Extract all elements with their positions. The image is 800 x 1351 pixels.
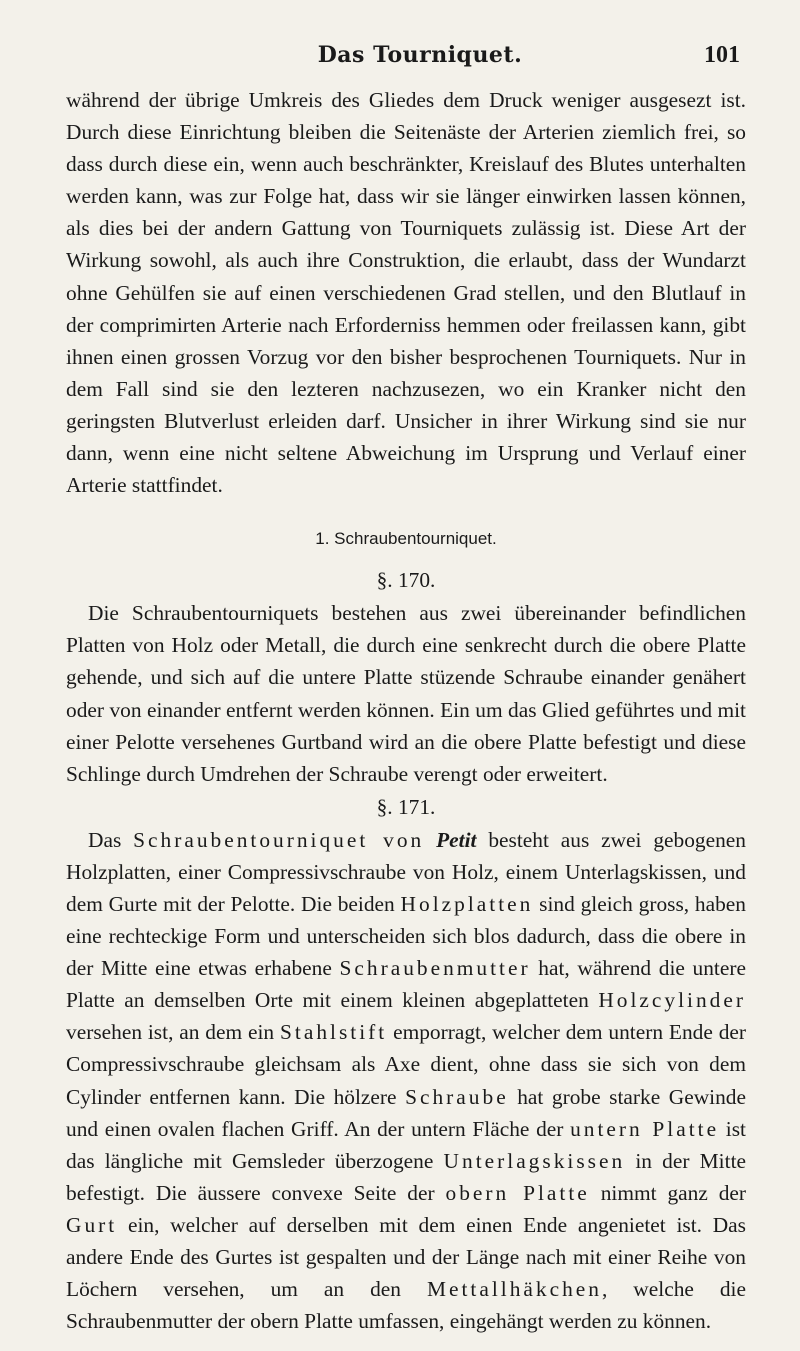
paragraph-continuation: während der übrige Umkreis des Gliedes dem Druck weniger ausgesezt ist. Durch diese Einrichtung bleiben die Seitenäste der Arterien ziemlich frei, so dass durch diese ein, wenn auch beschränkter, Kreislauf des Blutes unterhalten werden kann, was zur Folge hat, dass wir sie länger einwirken lassen können, als dies bei der andern Gattung von Tourniquets zulässig ist. Diese Art der Wirkung sowohl, als auch ihre Construktion, die erlaubt, dass der Wundarzt ohne Gehülfen sie auf einen verschiedenen Grad stellen, und den Blutlauf in der comprimirten Arterie nach Erforderniss hemmen oder freilassen kann, gibt ihnen einen grossen Vorzug vor den bisher besprochenen Tourniquets. Nur in dem Fall sind sie den lezteren nachzusezen, wo ein Kranker nicht den geringsten Blutverlust erleiden darf. Unsicher in ihrer Wirkung sind sie nur dann, wenn eine nicht seltene Abweichung im Ursprung und Verlauf einer Arterie stattfindet. [66,88,746,498]
text-run: nimmt ganz der [589,1180,747,1205]
text-run: ein, welcher auf derselben mit dem einen Ende angenietet ist. Das andere Ende des Gurtes ist gespalten und der Länge nach mit einer Reihe von Löchern versehen, um an den [66,1212,746,1302]
emphasis-unterlagskissen: Unterlagskissen [443,1148,626,1173]
emphasis-schraubenmutter: Schraubenmutter [339,956,531,981]
body-text [66,84,746,1337]
running-title: Das Tourniquet. [317,42,523,68]
section-number-171: §. 171. [376,794,436,819]
text-run: hat, während die untere Platte an demselben Orte mit einem kleinen abgeplatteten [66,956,746,1013]
running-head [100,42,740,76]
emphasis-mettallhaekchen: Mettallhäkchen [426,1277,602,1302]
text-run: versehen ist, an dem ein [66,1020,280,1045]
emphasis-holzcylinder: Holzcylinder [598,988,746,1013]
text-run: in der Mitte befestigt. Die äussere convexe Seite der [66,1148,747,1205]
text-run: , welche die Schraubenmutter der obern Platte umfassen, eingehängt werden zu können. [66,1277,746,1334]
emphasis-stahlstift: Stahlstift [279,1020,388,1045]
text-run: hat grobe starke Gewinde und einen ovalen flachen Griff. An der untern Fläche der [66,1084,746,1141]
page-number: 101 [704,42,740,68]
emphasis-schraubentourniquet: Schraubentourniquet von [133,827,425,852]
author-name-petit: Petit [436,827,477,852]
emphasis-holzplatten: Holzplatten [400,891,534,916]
text-run: sind gleich gross, haben eine rechteckige Form und unterscheiden sich blos dadurch, dass die obere in der Mitte eine etwas erhabene [66,891,746,981]
text-run [424,828,436,852]
paragraph-section-171 [66,824,746,1338]
emphasis-schraube: Schraube [405,1084,509,1109]
text-run: ist das längliche mit Gemsleder überzogene [66,1116,746,1173]
emphasis-untern-platte: untern Platte [570,1116,720,1141]
emphasis-obern-platte: obern Platte [445,1180,590,1205]
emphasis-gurt: Gurt [66,1212,118,1237]
section-number-170: §. 170. [376,568,436,593]
text-run: besteht aus zwei gebogenen Holzplatten, einer Compressivschraube von Holz, einem Unterlagskissen, und dem Gurte mit der Pelotte. Die beiden [66,827,746,916]
subheading: 1. Schraubentourniquet. [315,529,497,549]
paragraph-section-170: Die Schraubentourniquets bestehen aus zwei übereinander befindlichen Platten von Holz oder Metall, die durch eine senkrecht durch die obere Platte gehende, und sich auf die untere Platte stüzende Schraube einander genähert oder von einander entfernt werden können. Ein um das Glied geführtes und mit einer Pelotte versehenes Gurtband wird an die obere Platte befestigt und diese Schlinge durch Umdrehen der Schraube verengt oder erweitert. [66,601,746,786]
text-run: Das [88,827,134,852]
text-run: emporragt, welcher dem untern Ende der Compressivschraube gleichsam als Axe dient, ohne dass sie sich von dem Cylinder entfernen kann. Die hölzere [66,1020,747,1109]
